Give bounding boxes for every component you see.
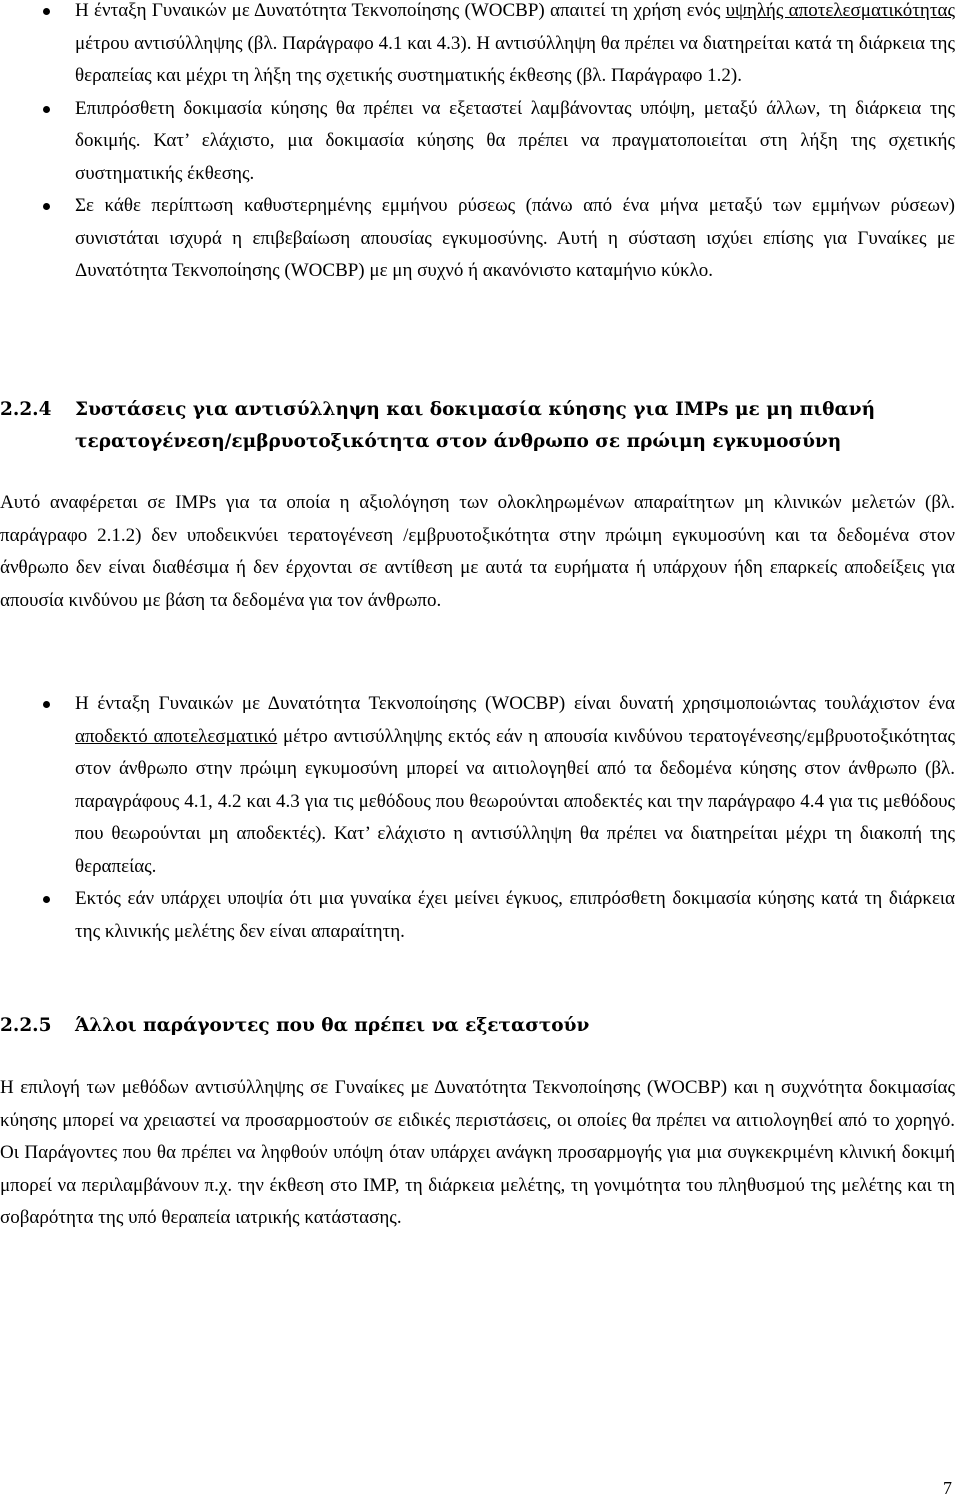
top-bullet-list — [0, 0, 955, 288]
underlined-term: υψηλής αποτελεσματικότητας — [725, 0, 955, 21]
bullet-icon — [43, 203, 50, 210]
section-number: 2.2.4 — [0, 399, 52, 420]
list-item — [0, 0, 955, 93]
bullet-text: Σε κάθε περίπτωση καθυστερημένης εμμήνου ρύσεως (πάνω από ένα μήνα μεταξύ των εμμήνων ρύσεων) συνιστάται ισχυρά η επιβεβαίωση απουσίας εγκυμοσύνης. Αυτή η σύσταση ισχύει επίσης για Γυναίκες με Δυνατότητα Τεκνοποίησης (WOCBP) με μη συχνό ή ακανόνιστο καταμήνιο κύκλο. — [75, 195, 955, 281]
list-item — [0, 190, 955, 288]
bullet-text: Επιπρόσθετη δοκιμασία κύησης θα πρέπει να εξεταστεί λαμβάνοντας υπόψη, μεταξύ άλλων, τη διάρκεια της δοκιμής. Κατ’ ελάχιστο, μια δοκιμασία κύησης θα πρέπει να πραγματοποιείται στη λήξη της σχετικής συστηματικής έκθεσης. — [75, 97, 955, 184]
list-item — [0, 93, 955, 191]
underlined-term: αποδεκτό αποτελεσματικό — [75, 725, 278, 747]
bullet-icon — [43, 8, 50, 15]
bullet-text-post: μέτρο αντισύλληψης εκτός εάν η απουσία κινδύνου τερατογένεσης/εμβρυοτοξικότητας στον άνθρωπο στην πρώιμη εγκυμοσύνη μπορεί να αιτιολογηθεί από τα δεδομένα κύησης στον άνθρωπο (βλ. παραγράφους 4.1, 4.2 και 4.3 για τις μεθόδους που θεωρούνται αποδεκτές και την παράγραφο 4.4 για τις μεθόδους που θεωρούνται μη αποδεκτές). Κατ’ ελάχιστο η αντισύλληψη θα πρέπει να διατηρείται μέχρι τη διακοπή της θεραπείας. — [75, 725, 955, 877]
bullet-text-post: μέτρου αντισύλληψης (βλ. Παράγραφο 4.1 και 4.3). Η αντισύλληψη θα πρέπει να διατηρείται κατά τη διάρκεια της θεραπείας και μέχρι τη λήξη της σχετικής συστηματικής έκθεσης (βλ. Παράγραφο 1.2). — [75, 32, 955, 86]
section-heading-2-2-4 — [0, 394, 875, 458]
section-number: 2.2.5 — [0, 1015, 52, 1036]
list-item — [0, 883, 955, 948]
section-title: Άλλοι παράγοντες που θα πρέπει να εξεταστούν — [75, 1015, 590, 1036]
list-item — [0, 688, 955, 883]
section-title-line1: Συστάσεις για αντισύλληψη και δοκιμασία κύησης για IMPs με μη πιθανή — [75, 399, 876, 420]
bullet-icon — [43, 701, 50, 708]
section-paragraph: Αυτό αναφέρεται σε IMPs για τα οποία η αξιολόγηση των ολοκληρωμένων απαραίτητων μη κλινικών μελετών (βλ. παράγραφο 2.1.2) δεν υποδεικνύει τερατογένεση /εμβρυοτοξικότητα στην πρώιμη εγκυμοσύνη και τα δεδομένα στον άνθρωπο δεν είναι διαθέσιμα ή δεν έρχονται σε αντίθεση με αυτά τα ευρήματα ή υπάρχουν ήδη επαρκείς αποδείξεις για απουσία κινδύνου με βάση τα δεδομένα για τον άνθρωπο. — [0, 492, 955, 611]
bullet-icon — [43, 896, 50, 903]
section-title-line2: τερατογένεση/εμβρυοτοξικότητα στον άνθρωπο σε πρώιμη εγκυμοσύνη — [75, 431, 842, 452]
bullet-text-pre: Η ένταξη Γυναικών με Δυνατότητα Τεκνοποίησης (WOCBP) απαιτεί τη χρήση ενός — [75, 0, 726, 21]
section-heading-2-2-5 — [0, 1010, 589, 1042]
bullet-text-pre: Η ένταξη Γυναικών με Δυνατότητα Τεκνοποίησης (WOCBP) είναι δυνατή χρησιμοποιώντας τουλάχιστον ένα — [75, 693, 955, 714]
section-paragraph: Η επιλογή των μεθόδων αντισύλληψης σε Γυναίκες με Δυνατότητα Τεκνοποίησης (WOCBP) και η συχνότητα δοκιμασίας κύησης μπορεί να χρειαστεί να προσαρμοστούν σε ειδικές περιστάσεις, οι οποίες θα πρέπει να αιτιολογηθεί από το χορηγό. Οι Παράγοντες που θα πρέπει να ληφθούν υπόψη όταν υπάρχει ανάγκη προσαρμογής για μια συγκεκριμένη κλινική δοκιμή μπορεί να περιλαμβάνουν π.χ. την έκθεση στο IMP, τη διάρκεια μελέτης, τη γονιμότητα του πληθυσμού της μελέτης και τη σοβαρότητα της υπό θεραπεία ιατρικής κατάστασης. — [0, 1077, 955, 1228]
bullet-text: Εκτός εάν υπάρχει υποψία ότι μια γυναίκα έχει μείνει έγκυος, επιπρόσθετη δοκιμασία κύησης κατά τη διάρκεια της κλινικής μελέτης δεν είναι απαραίτητη. — [75, 888, 955, 942]
bullet-icon — [43, 106, 50, 113]
section-2-2-4-bullet-list — [0, 688, 955, 948]
page-number: 7 — [943, 1478, 952, 1498]
